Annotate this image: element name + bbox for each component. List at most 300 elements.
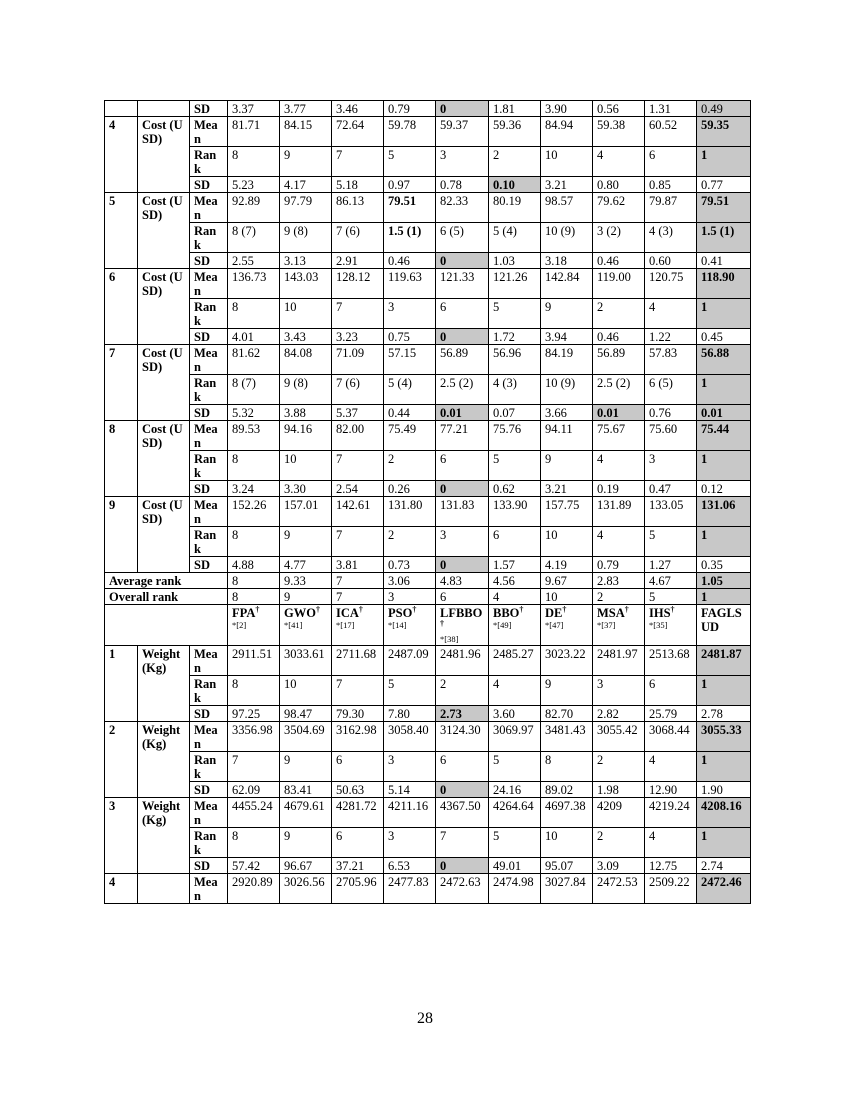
table-cell: 83.41 <box>280 782 332 798</box>
table-cell: 2472.63 <box>436 874 489 904</box>
table-row <box>105 345 751 375</box>
table-cell: 12.75 <box>645 858 697 874</box>
table-row <box>105 752 751 782</box>
table-row <box>105 828 751 858</box>
table-row <box>105 646 751 676</box>
table-cell: Mean <box>190 497 228 527</box>
table-cell: Mean <box>190 269 228 299</box>
table-cell: 2 <box>593 828 645 858</box>
reference-mark: *[47] <box>545 620 564 630</box>
dagger-mark: † <box>562 604 567 614</box>
table-cell: 1 <box>697 828 751 858</box>
table-cell: 7 <box>332 589 384 605</box>
table-cell: 94.16 <box>280 421 332 451</box>
table-cell: 0.97 <box>384 177 436 193</box>
table-cell: 0 <box>436 858 489 874</box>
table-cell: 3027.84 <box>541 874 593 904</box>
table-cell: 62.09 <box>228 782 280 798</box>
table-cell: 37.21 <box>332 858 384 874</box>
table-cell: 5.18 <box>332 177 384 193</box>
dagger-mark: † <box>440 618 444 628</box>
table-row <box>105 798 751 828</box>
table-cell: 3.81 <box>332 557 384 573</box>
table-cell: 0.44 <box>384 405 436 421</box>
table-cell: 10 <box>280 676 332 706</box>
table-cell: 3 <box>645 451 697 481</box>
table-cell: 80.19 <box>489 193 541 223</box>
table-cell: 3 <box>436 147 489 177</box>
table-cell: 3023.22 <box>541 646 593 676</box>
table-cell: 0.26 <box>384 481 436 497</box>
table-cell: 12.90 <box>645 782 697 798</box>
table-cell: 4697.38 <box>541 798 593 828</box>
table-row <box>105 223 751 253</box>
table-cell: 0.45 <box>697 329 751 345</box>
table-cell: 1.90 <box>697 782 751 798</box>
table-cell: 1 <box>697 527 751 557</box>
table-cell: 59.37 <box>436 117 489 147</box>
table-cell: 131.06 <box>697 497 751 527</box>
table-row <box>105 676 751 706</box>
table-cell: 1.5 (1) <box>384 223 436 253</box>
table-cell: SD <box>190 329 228 345</box>
table-cell: 7 <box>332 299 384 329</box>
table-cell: 4.83 <box>436 573 489 589</box>
table-cell: 1 <box>697 589 751 605</box>
table-cell: SD <box>190 782 228 798</box>
table-cell: 0.07 <box>489 405 541 421</box>
table-cell: 98.57 <box>541 193 593 223</box>
table-cell <box>138 874 190 904</box>
table-cell: 2 <box>436 676 489 706</box>
table-cell: 3.60 <box>489 706 541 722</box>
table-cell: 7 <box>332 451 384 481</box>
table-cell: 96.67 <box>280 858 332 874</box>
table-cell: 1 <box>697 147 751 177</box>
table-cell: 142.61 <box>332 497 384 527</box>
table-cell: 57.83 <box>645 345 697 375</box>
table-cell: 4.88 <box>228 557 280 573</box>
table-cell: 56.88 <box>697 345 751 375</box>
table-cell: 0.60 <box>645 253 697 269</box>
table-cell: 128.12 <box>332 269 384 299</box>
dagger-mark: † <box>624 604 629 614</box>
table-cell: 0.79 <box>384 101 436 117</box>
table-cell: 3.21 <box>541 177 593 193</box>
table-row <box>105 481 751 497</box>
table-cell: 25.79 <box>645 706 697 722</box>
table-cell: Rank <box>190 375 228 405</box>
table-cell: 2472.46 <box>697 874 751 904</box>
table-cell: 121.26 <box>489 269 541 299</box>
table-cell: 7 (6) <box>332 375 384 405</box>
algorithm-name: IHS <box>649 606 671 620</box>
table-cell: 3.24 <box>228 481 280 497</box>
table-cell: 82.70 <box>541 706 593 722</box>
table-cell: 2.5 (2) <box>593 375 645 405</box>
table-cell: 3504.69 <box>280 722 332 752</box>
table-cell: 9 <box>541 451 593 481</box>
table-cell: 1 <box>697 451 751 481</box>
table-row <box>105 269 751 299</box>
table-cell: 2705.96 <box>332 874 384 904</box>
table-cell: 5 <box>384 676 436 706</box>
table-cell: 4264.64 <box>489 798 541 828</box>
table-cell: 60.52 <box>645 117 697 147</box>
table-cell: 2 <box>384 451 436 481</box>
table-cell: 3 <box>384 299 436 329</box>
table-cell: 3 <box>384 589 436 605</box>
table-cell: 5 <box>489 828 541 858</box>
table-cell: 2.78 <box>697 706 751 722</box>
table-cell: 10 <box>280 299 332 329</box>
table-cell: 6 <box>645 147 697 177</box>
table-cell: Average rank <box>105 573 228 589</box>
table-cell: 0 <box>436 557 489 573</box>
table-cell: 6 <box>489 527 541 557</box>
table-cell: 2477.83 <box>384 874 436 904</box>
table-cell: 3.43 <box>280 329 332 345</box>
table-cell: Cost (USD) <box>138 269 190 345</box>
table-cell: 4 <box>593 451 645 481</box>
table-cell: 84.08 <box>280 345 332 375</box>
table-cell: 3162.98 <box>332 722 384 752</box>
table-cell: 136.73 <box>228 269 280 299</box>
table-cell: 1.72 <box>489 329 541 345</box>
reference-mark: *[49] <box>493 620 512 630</box>
table-cell: Cost (USD) <box>138 117 190 193</box>
table-cell: 2472.53 <box>593 874 645 904</box>
table-cell: Rank <box>190 752 228 782</box>
table-cell: 120.75 <box>645 269 697 299</box>
table-cell: 142.84 <box>541 269 593 299</box>
table-cell: 3.77 <box>280 101 332 117</box>
table-cell: Rank <box>190 527 228 557</box>
table-body <box>105 101 751 904</box>
table-cell: 5 (4) <box>489 223 541 253</box>
table-cell: 4 <box>489 676 541 706</box>
table-cell: 0.85 <box>645 177 697 193</box>
table-cell: 3 (2) <box>593 223 645 253</box>
table-cell: 77.21 <box>436 421 489 451</box>
table-row <box>105 117 751 147</box>
table-cell: 3069.97 <box>489 722 541 752</box>
table-row <box>105 299 751 329</box>
table-row <box>105 722 751 752</box>
table-cell: 3.06 <box>384 573 436 589</box>
table-cell: SD <box>190 405 228 421</box>
table-cell: 6 <box>332 752 384 782</box>
table-cell: Cost (USD) <box>138 193 190 269</box>
table-cell: 3.90 <box>541 101 593 117</box>
table-cell: 7.80 <box>384 706 436 722</box>
table-cell: 133.90 <box>489 497 541 527</box>
table-cell: 89.02 <box>541 782 593 798</box>
table-cell: 79.51 <box>384 193 436 223</box>
table-cell: 5.32 <box>228 405 280 421</box>
table-cell: 2 <box>384 527 436 557</box>
table-cell: 131.89 <box>593 497 645 527</box>
table-cell: 56.89 <box>593 345 645 375</box>
table-cell: 2481.96 <box>436 646 489 676</box>
table-cell: 84.19 <box>541 345 593 375</box>
reference-mark: *[37] <box>597 620 616 630</box>
table-cell: 6 <box>436 589 489 605</box>
table-cell: 8 <box>541 752 593 782</box>
table-cell: 24.16 <box>489 782 541 798</box>
table-cell: Mean <box>190 722 228 752</box>
table-cell <box>138 101 190 117</box>
table-cell: 1 <box>697 752 751 782</box>
table-cell: 4.77 <box>280 557 332 573</box>
table-cell: 157.75 <box>541 497 593 527</box>
table-cell: Rank <box>190 676 228 706</box>
table-cell: 2485.27 <box>489 646 541 676</box>
table-cell: 10 <box>541 527 593 557</box>
table-cell: 9 <box>280 828 332 858</box>
table-cell: 119.00 <box>593 269 645 299</box>
dagger-mark: † <box>412 604 417 614</box>
table-cell: 2.73 <box>436 706 489 722</box>
table-cell: 0 <box>436 481 489 497</box>
table-cell: 8 <box>105 421 138 497</box>
table-cell: 8 (7) <box>228 223 280 253</box>
table-cell: 1.31 <box>645 101 697 117</box>
table-row <box>105 329 751 345</box>
table-cell: 49.01 <box>489 858 541 874</box>
table-cell: Cost (USD) <box>138 421 190 497</box>
table-cell: 7 <box>332 147 384 177</box>
table-cell: 0.01 <box>697 405 751 421</box>
table-cell: 1.22 <box>645 329 697 345</box>
table-cell: 4.67 <box>645 573 697 589</box>
table-cell: 3026.56 <box>280 874 332 904</box>
table-cell: 57.15 <box>384 345 436 375</box>
table-cell: 0.80 <box>593 177 645 193</box>
table-cell: 5 <box>645 589 697 605</box>
algorithm-name: FPA <box>232 606 256 620</box>
table-cell: 82.33 <box>436 193 489 223</box>
table-cell: 75.44 <box>697 421 751 451</box>
table-cell: 97.79 <box>280 193 332 223</box>
table-cell: 9 (8) <box>280 375 332 405</box>
table-cell: 4 <box>105 874 138 904</box>
table-cell: 10 <box>280 451 332 481</box>
table-cell: 3.21 <box>541 481 593 497</box>
dagger-mark: † <box>519 604 524 614</box>
table-cell: 8 <box>228 828 280 858</box>
algorithm-name: FAGLSUD <box>701 606 742 634</box>
table-cell: Overall rank <box>105 589 228 605</box>
table-cell: 84.15 <box>280 117 332 147</box>
table-cell: SD <box>190 101 228 117</box>
table-cell: 1.81 <box>489 101 541 117</box>
table-cell: 0.62 <box>489 481 541 497</box>
table-row <box>105 589 751 605</box>
table-cell: 0.77 <box>697 177 751 193</box>
table-cell: 7 <box>332 676 384 706</box>
table-cell: Mean <box>190 117 228 147</box>
table-cell: 9 <box>280 147 332 177</box>
table-cell: 3055.42 <box>593 722 645 752</box>
algorithm-header <box>332 605 384 646</box>
table-cell: 4 <box>593 147 645 177</box>
algorithm-name: MSA <box>597 606 625 620</box>
table-cell: 4211.16 <box>384 798 436 828</box>
dagger-mark: † <box>670 604 675 614</box>
table-cell: Mean <box>190 193 228 223</box>
table-cell: 8 <box>228 451 280 481</box>
algorithm-name: PSO <box>388 606 413 620</box>
table-cell: 2.54 <box>332 481 384 497</box>
table-cell: 56.89 <box>436 345 489 375</box>
algorithm-header <box>697 605 751 646</box>
table-cell: 86.13 <box>332 193 384 223</box>
table-cell: 50.63 <box>332 782 384 798</box>
reference-mark: *[2] <box>232 620 247 630</box>
table-cell: 0 <box>436 253 489 269</box>
table-cell: Weight (Kg) <box>138 798 190 874</box>
table-cell: 1 <box>105 646 138 722</box>
table-cell: 2.83 <box>593 573 645 589</box>
table-row <box>105 193 751 223</box>
table-cell: 8 <box>228 589 280 605</box>
table-cell: 3.13 <box>280 253 332 269</box>
table-cell: 6.53 <box>384 858 436 874</box>
table-cell: 2.91 <box>332 253 384 269</box>
table-row <box>105 405 751 421</box>
table-cell: 0 <box>436 782 489 798</box>
table-cell: 5.23 <box>228 177 280 193</box>
table-cell: 79.51 <box>697 193 751 223</box>
table-cell: 2 <box>593 299 645 329</box>
table-cell: SD <box>190 557 228 573</box>
table-cell: 79.62 <box>593 193 645 223</box>
algorithm-name: GWO <box>284 606 316 620</box>
table-cell: 5 <box>489 451 541 481</box>
table-cell: 4.17 <box>280 177 332 193</box>
table-cell: 2.5 (2) <box>436 375 489 405</box>
table-cell: 3356.98 <box>228 722 280 752</box>
table-cell: 143.03 <box>280 269 332 299</box>
table-cell: Cost (USD) <box>138 497 190 573</box>
table-cell: 2487.09 <box>384 646 436 676</box>
table-cell: Mean <box>190 646 228 676</box>
table-cell: 1.03 <box>489 253 541 269</box>
table-cell: Mean <box>190 798 228 828</box>
table-row <box>105 706 751 722</box>
table-cell: 8 <box>228 573 280 589</box>
table-cell: 75.67 <box>593 421 645 451</box>
table-row <box>105 451 751 481</box>
table-cell: 57.42 <box>228 858 280 874</box>
table-cell: 8 <box>228 147 280 177</box>
table-cell: 1.57 <box>489 557 541 573</box>
table-cell: 82.00 <box>332 421 384 451</box>
algorithm-header <box>541 605 593 646</box>
table-cell: Weight (Kg) <box>138 646 190 722</box>
table-cell: 6 <box>436 451 489 481</box>
table-cell: 0.47 <box>645 481 697 497</box>
reference-mark: *[14] <box>388 620 407 630</box>
table-cell: 6 <box>436 299 489 329</box>
table-cell: SD <box>190 177 228 193</box>
table-cell: 10 (9) <box>541 223 593 253</box>
table-row <box>105 858 751 874</box>
table-cell: 0.46 <box>593 253 645 269</box>
dagger-mark: † <box>358 604 363 614</box>
table-cell: 2 <box>593 589 645 605</box>
table-cell <box>105 101 138 117</box>
table-cell: 4367.50 <box>436 798 489 828</box>
reference-mark: *[17] <box>336 620 355 630</box>
table-cell: 9 <box>541 299 593 329</box>
table-cell: 4 (3) <box>489 375 541 405</box>
table-cell: 3.37 <box>228 101 280 117</box>
table-row <box>105 782 751 798</box>
table-cell: 59.38 <box>593 117 645 147</box>
table-cell: 9 <box>280 752 332 782</box>
table-cell: 8 <box>228 527 280 557</box>
table-cell: 6 (5) <box>436 223 489 253</box>
table-cell: 1 <box>697 299 751 329</box>
table-cell: Rank <box>190 223 228 253</box>
table-cell: 3481.43 <box>541 722 593 752</box>
table-cell: 71.09 <box>332 345 384 375</box>
table-cell: 4.01 <box>228 329 280 345</box>
table-cell: 10 <box>541 589 593 605</box>
algorithm-header <box>228 605 280 646</box>
table-cell: Mean <box>190 345 228 375</box>
table-row <box>105 573 751 589</box>
table-cell: 9 (8) <box>280 223 332 253</box>
dagger-mark: † <box>255 604 260 614</box>
table-cell: 133.05 <box>645 497 697 527</box>
table-cell: 0.41 <box>697 253 751 269</box>
algorithm-name: DE <box>545 606 563 620</box>
table-cell: Rank <box>190 147 228 177</box>
table-cell: 6 <box>332 828 384 858</box>
table-row <box>105 375 751 405</box>
algorithm-header <box>645 605 697 646</box>
table-row <box>105 874 751 904</box>
table-cell: 3 <box>384 828 436 858</box>
table-row <box>105 557 751 573</box>
reference-mark: *[41] <box>284 620 303 630</box>
table-cell: 4 <box>489 589 541 605</box>
table-cell: 98.47 <box>280 706 332 722</box>
table-cell: 2474.98 <box>489 874 541 904</box>
algorithm-header <box>489 605 541 646</box>
table-cell: 3.46 <box>332 101 384 117</box>
algorithm-name: LFBBO <box>440 606 483 620</box>
table-cell: 7 <box>105 345 138 421</box>
dagger-mark: † <box>315 604 320 614</box>
table-cell: 81.71 <box>228 117 280 147</box>
table-cell: 5 <box>645 527 697 557</box>
table-cell: 94.11 <box>541 421 593 451</box>
table-cell: 0.49 <box>697 101 751 117</box>
table-cell: 0.79 <box>593 557 645 573</box>
table-cell: 131.80 <box>384 497 436 527</box>
table-cell: 0.01 <box>436 405 489 421</box>
table-cell: 72.64 <box>332 117 384 147</box>
table-cell: 4.56 <box>489 573 541 589</box>
table-cell: 7 <box>228 752 280 782</box>
table-cell: 56.96 <box>489 345 541 375</box>
table-cell: 7 (6) <box>332 223 384 253</box>
table-cell: 0.01 <box>593 405 645 421</box>
